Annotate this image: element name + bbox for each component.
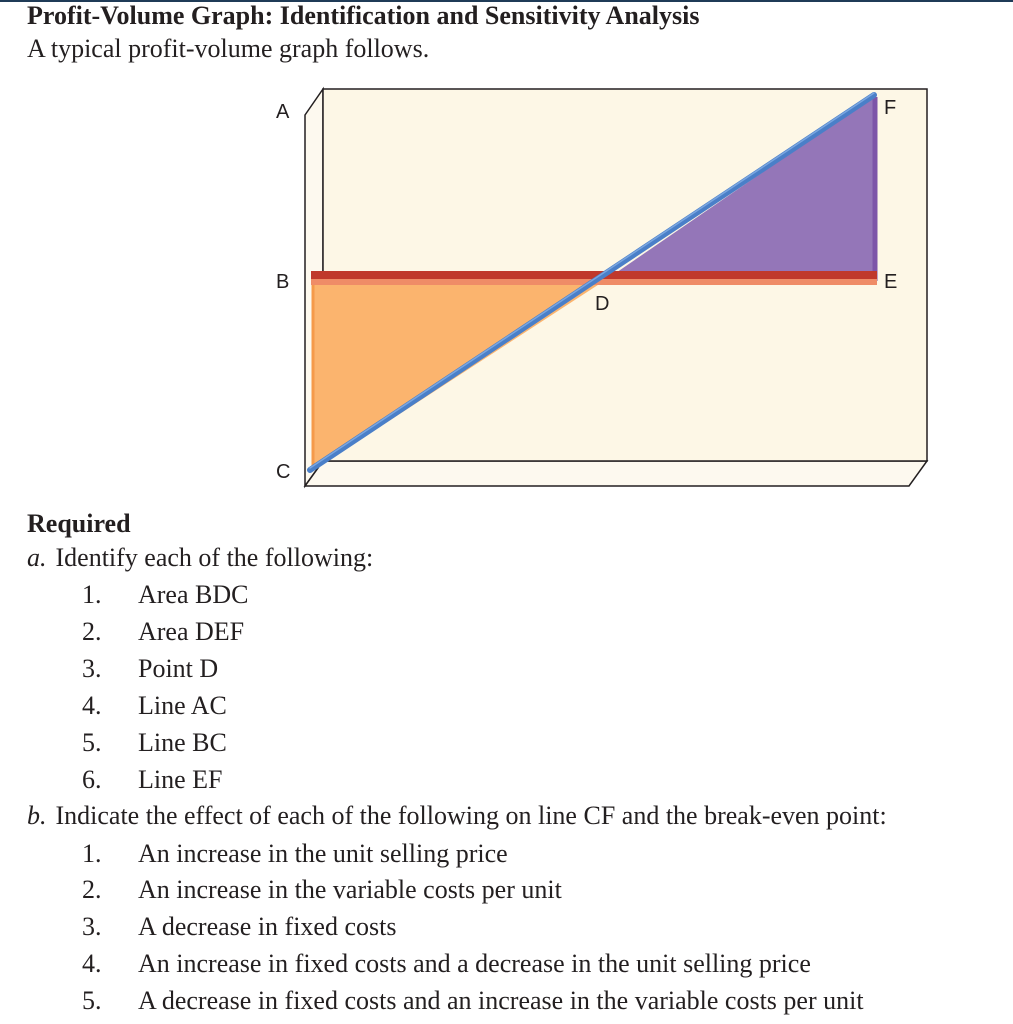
list-item-number: 1.	[82, 839, 102, 868]
list-item-number: 5.	[82, 986, 102, 1015]
list-item-text: An increase in fixed costs and a decrease in the unit selling price	[138, 949, 811, 978]
part-b-prompt	[27, 800, 887, 832]
list-item-text: Line BC	[138, 728, 227, 757]
part-b-letter: b.	[27, 801, 47, 830]
label-c: C	[276, 461, 291, 483]
list-item-number: 4.	[82, 949, 102, 978]
part-b-text: Indicate the effect of each of the following on line CF and the break-even point:	[55, 801, 887, 830]
part-a-text: Identify each of the following:	[55, 543, 374, 572]
list-item-number: 3.	[82, 912, 102, 941]
required-heading: Required	[27, 509, 131, 538]
list-item-text: Line AC	[138, 691, 227, 720]
page-title: Profit-Volume Graph: Identification and Sensitivity Analysis	[27, 1, 700, 30]
part-a-letter: a.	[27, 543, 47, 572]
list-item-text: A decrease in fixed costs	[138, 912, 397, 941]
list-item-text: Area BDC	[138, 580, 249, 609]
list-item-text: Area DEF	[138, 617, 245, 646]
panel-floor-face	[305, 461, 927, 486]
list-item-number: 4.	[82, 691, 102, 720]
label-b: B	[276, 271, 290, 293]
list-item-text: An increase in the variable costs per unit	[138, 875, 562, 904]
list-item-number: 1.	[82, 580, 102, 609]
part-a-prompt	[27, 542, 373, 574]
list-item-text: An increase in the unit selling price	[138, 839, 508, 868]
list-item-number: 2.	[82, 617, 102, 646]
intro-text: A typical profit-volume graph follows.	[27, 34, 430, 63]
label-e: E	[884, 271, 898, 293]
label-a: A	[276, 101, 290, 123]
list-item-number: 6.	[82, 765, 102, 794]
list-item-text: Point D	[138, 654, 219, 683]
profit-volume-graph	[0, 0, 1013, 500]
list-item-number: 3.	[82, 654, 102, 683]
label-f: F	[884, 97, 897, 119]
list-item-number: 2.	[82, 875, 102, 904]
label-d: D	[595, 293, 610, 315]
list-item-text: A decrease in fixed costs and an increase in the variable costs per unit	[138, 986, 864, 1015]
list-item-number: 5.	[82, 728, 102, 757]
list-item-text: Line EF	[138, 765, 223, 794]
